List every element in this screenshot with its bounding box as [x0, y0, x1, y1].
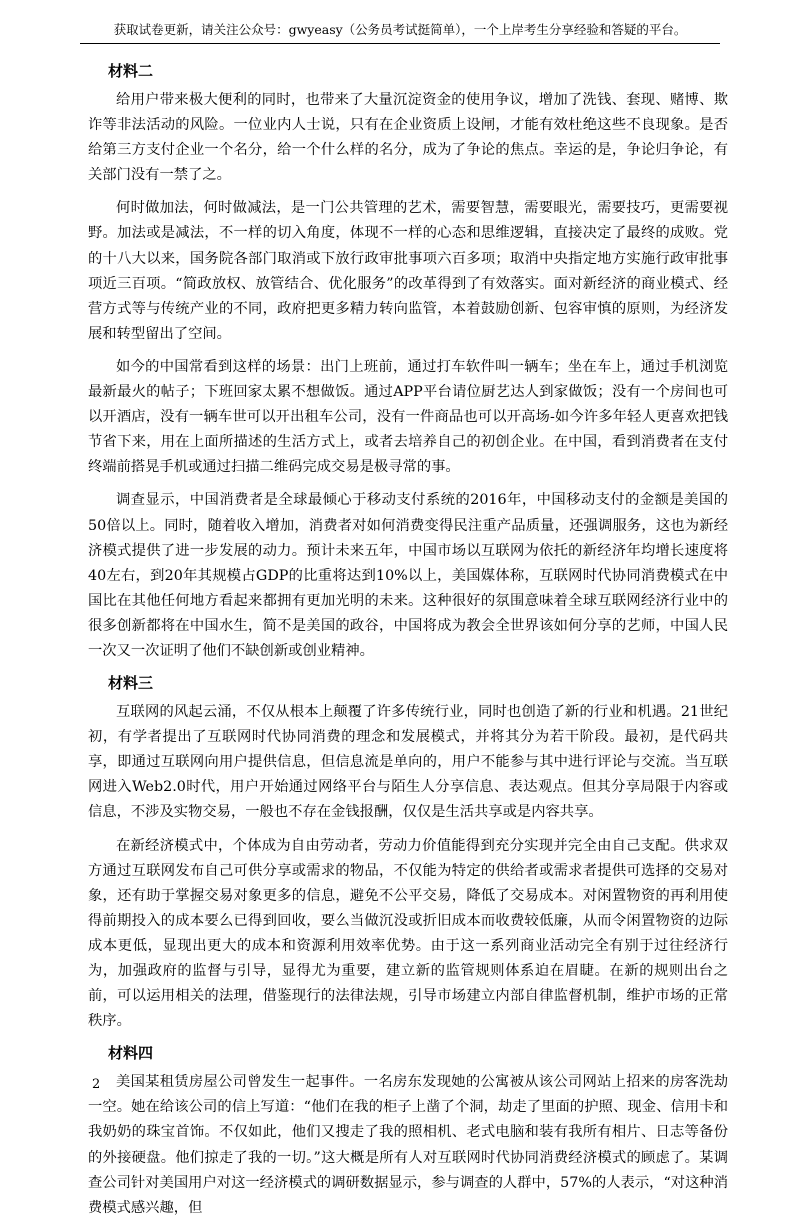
paragraph: 在新经济模式中，个体成为自由劳动者，劳动力价值能得到充分实现并完全由自己支配。供求双方通过互联网发布自己可供分享或需求的物品，不仅能为特定的供给者或需求者提供可选择的交易对象，还有助于掌握交易对象更多的信息，避免不公平交易，降低了交易成本。对闲置物资的再利用使得前期投入的成本要么已得到回收，要么当做沉没或折旧成本而收费较低廉，从而令闲置物资的边际成本更低，显现出更大的成本和资源利用效率优势。由于这一系列商业活动完全有别于过往经济行为，加强政府的监督与引导，显得尤为重要，建立新的监管规则体系迫在眉睫。在新的规则出台之前，可以运用相关的法理，借鉴现行的法律法规，引导市场建立内部自律监督机制，维护市场的正常秩序。	[88, 837, 728, 1030]
section-material-3	[88, 672, 728, 1034]
paragraph: 互联网的风起云涌，不仅从根本上颠覆了许多传统行业，同时也创造了新的行业和机遇。21世纪初，有学者提出了互联网时代协同消费的理念和发展模式，并将其分为若干阶段。最初，是代码共享，即通过互联网向用户提供信息，但信息流是单向的，用户不能参与其中进行评论与交流。当互联网进入Web2.0时代，用户开始通过网络平台与陌生人分享信息、表达观点。但其分享局限于内容或信息，不涉及实物交易，一般也不存在金钱报酬，仅仅是生活共享或是内容共享。	[88, 704, 728, 821]
section-title: 材料二	[108, 62, 154, 80]
section-title: 材料三	[108, 674, 154, 693]
paragraph: 何时做加法，何时做减法，是一门公共管理的艺术，需要智慧，需要眼光，需要技巧，更需要视野。加法或是减法，不一样的切入角度，体现不一样的心态和思维逻辑，直接决定了最终的成败。党的十八大以来，国务院各部门取消或下放行政审批事项六百多项；取消中央指定地方实施行政审批事项近三百项。“简政放权、放管结合、优化服务”的改革得到了有效落实。面对新经济的商业模式、经营方式等与传统产业的不同，政府把更多精力转向监管，本着鼓励创新、包容审慎的原则，为经济发展和转型留出了空间。	[88, 200, 728, 342]
document-body	[88, 58, 728, 1229]
page-number: 2	[92, 1077, 101, 1092]
section-title: 材料四	[108, 1044, 154, 1063]
page-header: 获取试卷更新，请关注公众号：gwyeasy（公务员考试挺简单），一个上岸考生分享经验和答疑的平台。	[113, 22, 687, 37]
paragraph: 调查显示，中国消费者是全球最倾心于移动支付系统的2016年，中国移动支付的金额是美国的50倍以上。同时，随着收入增加，消费者对如何消费变得民注重产品质量，还强调服务，这也为新经济模式提供了进一步发展的动力。预计未来五年，中国市场以互联网为依托的新经济年均增长速度将40左右，到20年其规模占GDP的比重将达到10%以上，美国媒体称，互联网时代协同消费模式在中国比在其他任何地方看起来都拥有更加光明的未来。这种很好的氛围意味着全球互联网经济行业中的很多创新都将在中国水生，简不是美国的政谷，中国将成为教会全世界该如何分享的艺师，中国人民一次又一次证明了他们不缺创新或创业精神。	[88, 492, 728, 659]
header-divider	[80, 43, 720, 44]
paragraph: 如今的中国常看到这样的场景：出门上班前，通过打车软件叫一辆车；坐在车上，通过手机浏览最新最火的帖子；下班回家太累不想做饭。通过APP平台请位厨艺达人到家做饭；没有一个房间也可以开酒店，没有一辆车世可以开出租车公司，没有一件商品也可以开高场-如今许多年轻人更喜欢把钱节省下来，用在上面所描述的生活方式上，或者去培养自己的初创企业。在中国，看到消费者在支付终端前搭晃手机或通过扫描二维码完成交易是极寻常的事。	[88, 358, 728, 476]
paragraph: 美国某租赁房屋公司曾发生一起事件。一名房东发现她的公寓被从该公司网站上招来的房客洗劫一空。她在给该公司的信上写道：“他们在我的柜子上凿了个洞，劫走了里面的护照、现金、信用卡和我奶奶的珠宝首饰。不仅如此，他们又搜走了我的照相机、老式电脑和装有我所有相片、日志等备份的外接硬盘。他们掠走了我的一切。”这大概是所有人对互联网时代协同消费经济模式的顾虑了。某调查公司针对美国用户对这一经济模式的调研数据显示，参与调查的人群中，57%的人表示，“对这种消费模式感兴趣，但	[88, 1074, 728, 1216]
paragraph: 给用户带来极大便利的同时，也带来了大量沉淀资金的使用争议，增加了洗钱、套现、赌博、欺诈等非法活动的风险。一位业内人士说，只有在企业资质上设闸，才能有效杜绝这些不良现象。是否给第三方支付企业一个名分，给一个什么样的名分，成为了争论的焦点。幸运的是，争论归争论，有关部门没有一禁了之。	[88, 92, 728, 184]
section-material-2	[88, 60, 728, 664]
